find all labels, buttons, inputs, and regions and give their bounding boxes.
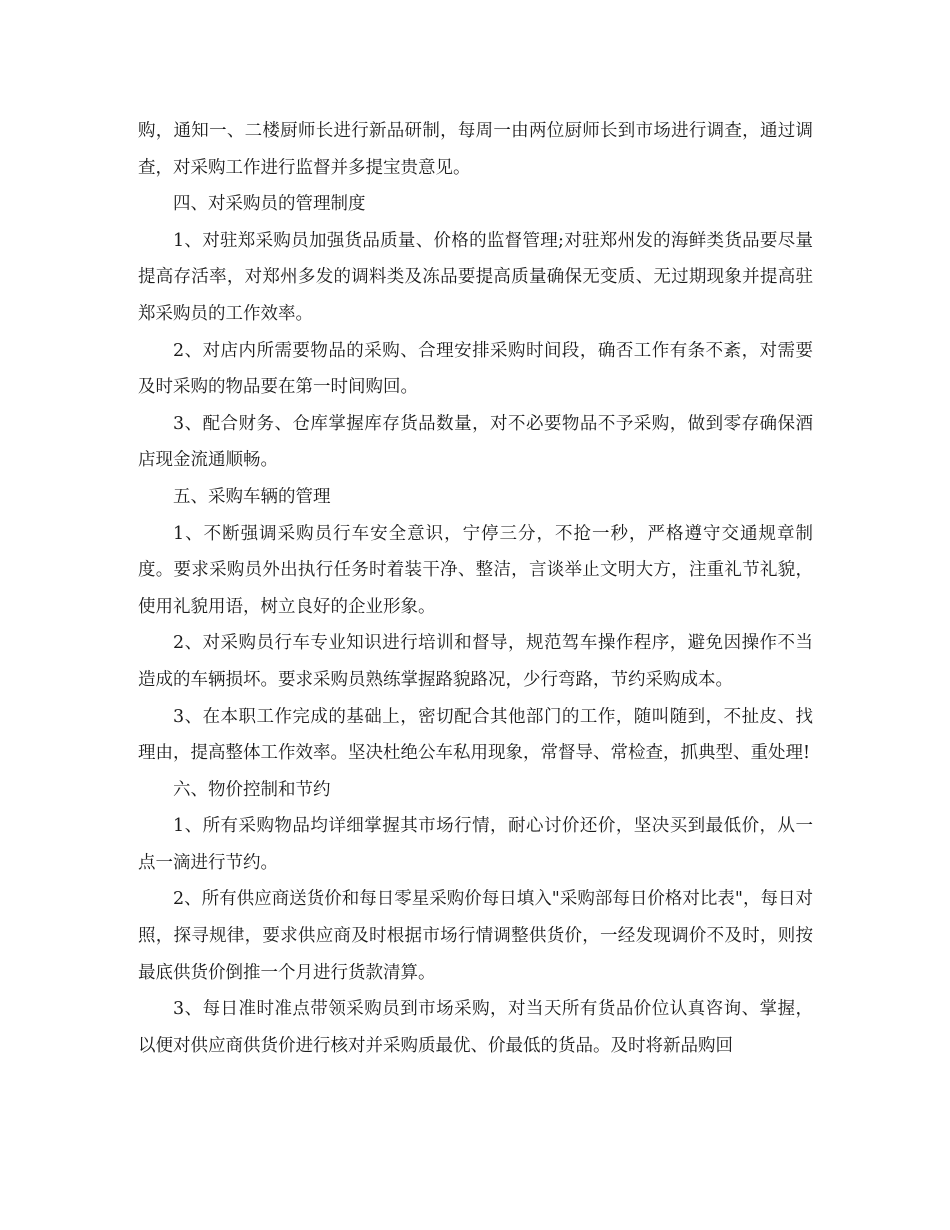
section-heading-4: 四、对采购员的管理制度 [173,194,366,215]
paragraph-6-1: 1、所有采购物品均详细掌握其市场行情，耐心讨价还价，坚决买到最低价，从一点一滴进行节约。 [138,816,813,873]
paragraph-5-1: 1、不断强调采购员行车安全意识，宁停三分，不抢一秒，严格遵守交通规章制度。要求采购员外出执行任务时着装干净、整洁，言谈举止文明大方，注重礼节礼貌，使用礼貌用语，树立良好的企业形象。 [138,523,813,617]
paragraph-6-3: 3、每日准时准点带领采购员到市场采购，对当天所有货品价位认真咨询、掌握，以便对供应商供货价进行核对并采购质最优、价最低的货品。及时将新品购回 [138,999,813,1056]
paragraph-6-2: 2、所有供应商送货价和每日零星采购价每日填入"采购部每日价格对比表"，每日对照，探寻规律，要求供应商及时根据市场行情调整供货价，一经发现调价不及时，则按最底供货价倒推一个月进行货款清算。 [138,889,813,983]
paragraph-4-1: 1、对驻郑采购员加强货品质量、价格的监督管理;对驻郑州发的海鲜类货品要尽量提高存活率，对郑州多发的调料类及冻品要提高质量确保无变质、无过期现象并提高驻郑采购员的工作效率。 [138,230,813,324]
section-heading-5: 五、采购车辆的管理 [173,486,331,507]
paragraph-4-2: 2、对店内所需要物品的采购、合理安排采购时间段，确否工作有条不紊，对需要及时采购的物品要在第一时间购回。 [138,340,813,398]
paragraph-5-3: 3、在本职工作完成的基础上，密切配合其他部门的工作，随叫随到，不扯皮、找理由，提高整体工作效率。坚决杜绝公车私用现象，常督导、常检查，抓典型、重处理! [138,706,813,764]
document-body [138,113,813,1064]
paragraph-continuation: 购，通知一、二楼厨师长进行新品研制，每周一由两位厨师长到市场进行调查，通过调查，对采购工作进行监督并多提宝贵意见。 [138,121,813,178]
section-heading-6: 六、物价控制和节约 [173,779,331,800]
paragraph-4-3: 3、配合财务、仓库掌握库存货品数量，对不必要物品不予采购，做到零存确保酒店现金流通顺畅。 [138,413,813,471]
paragraph-5-2: 2、对采购员行车专业知识进行培训和督导，规范驾车操作程序，避免因操作不当造成的车辆损坏。要求采购员熟练掌握路貌路况，少行弯路，节约采购成本。 [138,633,813,690]
